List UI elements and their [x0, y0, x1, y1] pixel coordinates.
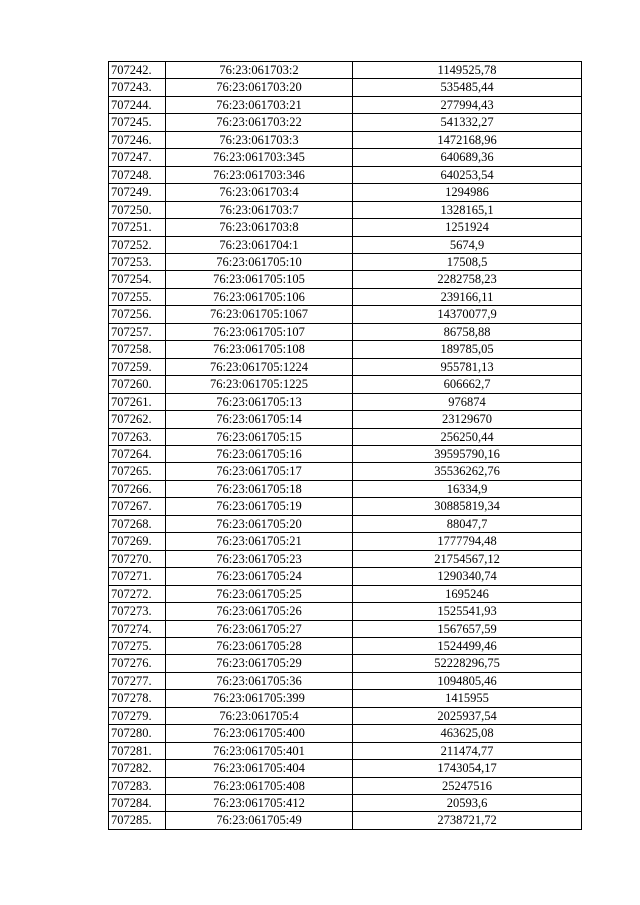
cadastral-number-cell: 76:23:061705:16: [166, 445, 353, 462]
cadastral-value-cell: 20593,6: [353, 795, 582, 812]
cadastral-number-cell: 76:23:061705:36: [166, 672, 353, 689]
table-row: [109, 603, 582, 620]
table-row: [109, 637, 582, 654]
cadastral-value-cell: 239166,11: [353, 288, 582, 305]
cadastral-number-cell: 76:23:061705:401: [166, 742, 353, 759]
row-number-cell: 707255.: [109, 288, 166, 305]
row-number-cell: 707256.: [109, 306, 166, 323]
row-number-cell: 707270.: [109, 550, 166, 567]
cadastral-value-cell: 606662,7: [353, 376, 582, 393]
cadastral-number-cell: 76:23:061705:20: [166, 515, 353, 532]
table-row: [109, 219, 582, 236]
cadastral-value-cell: 39595790,16: [353, 445, 582, 462]
table-row: [109, 411, 582, 428]
row-number-cell: 707266.: [109, 480, 166, 497]
row-number-cell: 707276.: [109, 655, 166, 672]
cadastral-number-cell: 76:23:061705:49: [166, 812, 353, 829]
row-number-cell: 707280.: [109, 725, 166, 742]
cadastral-number-cell: 76:23:061705:18: [166, 480, 353, 497]
row-number-cell: 707247.: [109, 149, 166, 166]
table-row: [109, 376, 582, 393]
table-row: [109, 620, 582, 637]
table-row: [109, 672, 582, 689]
cadastral-number-cell: 76:23:061704:1: [166, 236, 353, 253]
table-row: [109, 79, 582, 96]
row-number-cell: 707253.: [109, 253, 166, 270]
cadastral-value-cell: 189785,05: [353, 341, 582, 358]
row-number-cell: 707252.: [109, 236, 166, 253]
cadastral-value-cell: 1743054,17: [353, 760, 582, 777]
table-row: [109, 166, 582, 183]
row-number-cell: 707272.: [109, 585, 166, 602]
cadastral-value-cell: 14370077,9: [353, 306, 582, 323]
table-row: [109, 463, 582, 480]
row-number-cell: 707251.: [109, 219, 166, 236]
cadastral-number-cell: 76:23:061705:10: [166, 253, 353, 270]
row-number-cell: 707277.: [109, 672, 166, 689]
table-row: [109, 445, 582, 462]
table-row: [109, 62, 582, 79]
row-number-cell: 707284.: [109, 795, 166, 812]
row-number-cell: 707279.: [109, 707, 166, 724]
cadastral-value-cell: 88047,7: [353, 515, 582, 532]
row-number-cell: 707249.: [109, 184, 166, 201]
table-row: [109, 725, 582, 742]
table-row: [109, 114, 582, 131]
table-row: [109, 201, 582, 218]
table-row: [109, 358, 582, 375]
row-number-cell: 707264.: [109, 445, 166, 462]
table-row: [109, 323, 582, 340]
cadastral-number-cell: 76:23:061705:29: [166, 655, 353, 672]
row-number-cell: 707260.: [109, 376, 166, 393]
table-row: [109, 533, 582, 550]
row-number-cell: 707248.: [109, 166, 166, 183]
cadastral-number-cell: 76:23:061703:21: [166, 96, 353, 113]
cadastral-value-cell: 463625,08: [353, 725, 582, 742]
cadastral-value-cell: 23129670: [353, 411, 582, 428]
cadastral-value-cell: 640689,36: [353, 149, 582, 166]
cadastral-number-cell: 76:23:061703:2: [166, 62, 353, 79]
row-number-cell: 707259.: [109, 358, 166, 375]
cadastral-value-cell: 16334,9: [353, 480, 582, 497]
table-row: [109, 760, 582, 777]
cadastral-number-cell: 76:23:061705:1067: [166, 306, 353, 323]
row-number-cell: 707285.: [109, 812, 166, 829]
cadastral-value-cell: 1524499,46: [353, 637, 582, 654]
row-number-cell: 707283.: [109, 777, 166, 794]
cadastral-value-cell: 277994,43: [353, 96, 582, 113]
table-row: [109, 498, 582, 515]
cadastral-value-cell: 30885819,34: [353, 498, 582, 515]
cadastral-number-cell: 76:23:061705:19: [166, 498, 353, 515]
row-number-cell: 707282.: [109, 760, 166, 777]
row-number-cell: 707246.: [109, 131, 166, 148]
table-row: [109, 253, 582, 270]
cadastral-value-cell: 256250,44: [353, 428, 582, 445]
table-row: [109, 550, 582, 567]
cadastral-number-cell: 76:23:061705:400: [166, 725, 353, 742]
cadastral-number-cell: 76:23:061705:1225: [166, 376, 353, 393]
table-row: [109, 655, 582, 672]
cadastral-value-cell: 1328165,1: [353, 201, 582, 218]
cadastral-value-cell: 1525541,93: [353, 603, 582, 620]
cadastral-number-cell: 76:23:061705:25: [166, 585, 353, 602]
cadastral-value-cell: 35536262,76: [353, 463, 582, 480]
row-number-cell: 707254.: [109, 271, 166, 288]
table-row: [109, 149, 582, 166]
row-number-cell: 707278.: [109, 690, 166, 707]
table-row: [109, 777, 582, 794]
row-number-cell: 707275.: [109, 637, 166, 654]
cadastral-number-cell: 76:23:061705:24: [166, 568, 353, 585]
table-row: [109, 96, 582, 113]
row-number-cell: 707267.: [109, 498, 166, 515]
table-row: [109, 690, 582, 707]
table-row: [109, 393, 582, 410]
row-number-cell: 707261.: [109, 393, 166, 410]
cadastral-value-cell: 17508,5: [353, 253, 582, 270]
cadastral-value-cell: 1094805,46: [353, 672, 582, 689]
cadastral-value-cell: 541332,27: [353, 114, 582, 131]
table-row: [109, 480, 582, 497]
row-number-cell: 707245.: [109, 114, 166, 131]
cadastral-value-cell: 5674,9: [353, 236, 582, 253]
table-row: [109, 568, 582, 585]
row-number-cell: 707244.: [109, 96, 166, 113]
table-row: [109, 707, 582, 724]
cadastral-value-cell: 1294986: [353, 184, 582, 201]
cadastral-number-cell: 76:23:061705:21: [166, 533, 353, 550]
cadastral-number-cell: 76:23:061705:408: [166, 777, 353, 794]
cadastral-number-cell: 76:23:061705:108: [166, 341, 353, 358]
table-row: [109, 306, 582, 323]
table-row: [109, 585, 582, 602]
row-number-cell: 707250.: [109, 201, 166, 218]
cadastral-number-cell: 76:23:061705:26: [166, 603, 353, 620]
cadastral-value-cell: 976874: [353, 393, 582, 410]
table-row: [109, 515, 582, 532]
cadastral-value-cell: 211474,77: [353, 742, 582, 759]
cadastral-number-cell: 76:23:061703:4: [166, 184, 353, 201]
row-number-cell: 707243.: [109, 79, 166, 96]
cadastral-value-cell: 1777794,48: [353, 533, 582, 550]
row-number-cell: 707257.: [109, 323, 166, 340]
cadastral-number-cell: 76:23:061705:13: [166, 393, 353, 410]
cadastral-number-cell: 76:23:061703:3: [166, 131, 353, 148]
row-number-cell: 707281.: [109, 742, 166, 759]
cadastral-value-cell: 86758,88: [353, 323, 582, 340]
cadastral-value-cell: 2282758,23: [353, 271, 582, 288]
cadastral-number-cell: 76:23:061703:20: [166, 79, 353, 96]
row-number-cell: 707268.: [109, 515, 166, 532]
table-row: [109, 812, 582, 829]
cadastral-number-cell: 76:23:061705:14: [166, 411, 353, 428]
cadastral-number-cell: 76:23:061705:399: [166, 690, 353, 707]
cadastral-number-cell: 76:23:061705:106: [166, 288, 353, 305]
cadastral-number-cell: 76:23:061705:404: [166, 760, 353, 777]
cadastral-number-cell: 76:23:061703:8: [166, 219, 353, 236]
table-row: [109, 288, 582, 305]
row-number-cell: 707242.: [109, 62, 166, 79]
row-number-cell: 707271.: [109, 568, 166, 585]
table-row: [109, 184, 582, 201]
cadastral-number-cell: 76:23:061705:107: [166, 323, 353, 340]
table-row: [109, 131, 582, 148]
cadastral-number-cell: 76:23:061705:17: [166, 463, 353, 480]
table-row: [109, 236, 582, 253]
row-number-cell: 707262.: [109, 411, 166, 428]
cadastral-value-cell: 2025937,54: [353, 707, 582, 724]
cadastral-value-cell: 25247516: [353, 777, 582, 794]
cadastral-value-cell: 1472168,96: [353, 131, 582, 148]
cadastral-value-cell: 1415955: [353, 690, 582, 707]
table-row: [109, 341, 582, 358]
cadastral-number-cell: 76:23:061705:15: [166, 428, 353, 445]
cadastral-number-cell: 76:23:061705:4: [166, 707, 353, 724]
table-row: [109, 428, 582, 445]
cadastral-value-cell: 955781,13: [353, 358, 582, 375]
cadastral-number-cell: 76:23:061703:7: [166, 201, 353, 218]
cadastral-number-cell: 76:23:061703:346: [166, 166, 353, 183]
cadastral-value-cell: 2738721,72: [353, 812, 582, 829]
cadastral-number-cell: 76:23:061703:22: [166, 114, 353, 131]
cadastral-value-cell: 640253,54: [353, 166, 582, 183]
cadastral-number-cell: 76:23:061705:1224: [166, 358, 353, 375]
table-row: [109, 271, 582, 288]
row-number-cell: 707263.: [109, 428, 166, 445]
cadastral-value-cell: 1567657,59: [353, 620, 582, 637]
table-body: [109, 62, 582, 830]
cadastral-value-cell: 52228296,75: [353, 655, 582, 672]
cadastral-number-cell: 76:23:061705:23: [166, 550, 353, 567]
cadastral-value-table: [108, 61, 582, 830]
cadastral-number-cell: 76:23:061703:345: [166, 149, 353, 166]
cadastral-number-cell: 76:23:061705:28: [166, 637, 353, 654]
cadastral-value-cell: 21754567,12: [353, 550, 582, 567]
row-number-cell: 707258.: [109, 341, 166, 358]
row-number-cell: 707265.: [109, 463, 166, 480]
cadastral-value-cell: 1251924: [353, 219, 582, 236]
row-number-cell: 707273.: [109, 603, 166, 620]
cadastral-number-cell: 76:23:061705:105: [166, 271, 353, 288]
row-number-cell: 707269.: [109, 533, 166, 550]
cadastral-value-cell: 1149525,78: [353, 62, 582, 79]
cadastral-number-cell: 76:23:061705:412: [166, 795, 353, 812]
cadastral-value-cell: 535485,44: [353, 79, 582, 96]
cadastral-value-cell: 1695246: [353, 585, 582, 602]
cadastral-number-cell: 76:23:061705:27: [166, 620, 353, 637]
row-number-cell: 707274.: [109, 620, 166, 637]
table-row: [109, 742, 582, 759]
table-row: [109, 795, 582, 812]
cadastral-value-cell: 1290340,74: [353, 568, 582, 585]
